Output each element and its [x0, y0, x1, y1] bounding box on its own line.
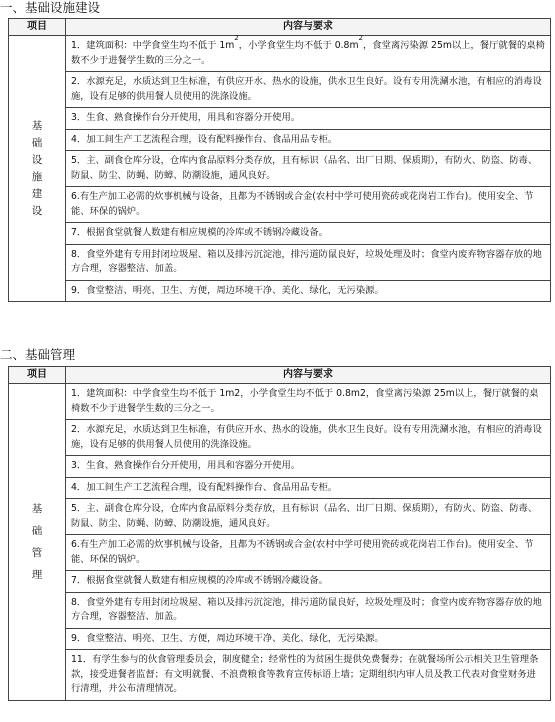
column-header: 项目	[9, 367, 66, 384]
column-header: 内容与要求	[66, 19, 551, 36]
category-label: 基础设施建设	[31, 119, 43, 217]
table-row	[9, 571, 551, 593]
table-row	[9, 456, 551, 478]
category-cell	[9, 36, 66, 302]
requirement-cell: 8．食堂外建有专用封闭垃圾屋、箱以及排污沉淀池，排污道防鼠良好，垃圾处理及时；食堂内废弃物容器存放的地方合理，容器整洁、加盖。	[66, 592, 551, 628]
requirement-cell: 1．建筑面积：中学食堂生均不低于 $1m^2$，小学食堂生均不低于 $0.8m^2$，食堂离污染源 25m以上，餐厅就餐的桌椅数不少于进餐学生数的三分之一。	[66, 36, 551, 72]
requirement-cell: 1．建筑面积：中学食堂生均不低于 1m2，小学食堂生均不低于 0.8m2，食堂离污染源 25m以上，餐厅就餐的桌椅数不少于进餐学生数的三分之一。	[66, 384, 551, 420]
column-header: 项目	[9, 19, 66, 36]
table-row	[9, 72, 551, 108]
table-header-row	[9, 19, 551, 36]
table-row	[9, 187, 551, 223]
requirement-cell: 4．加工间生产工艺流程合理，设有配料操作台、食品用品专柜。	[66, 477, 551, 499]
requirement-cell: 6.有生产加工必需的炊事机械与设备，且都为不锈钢或合金(农村中学可使用瓷砖或花岗岩工作台)。使用安全、节能、环保的锅炉。	[66, 187, 551, 223]
table-row	[9, 499, 551, 535]
table-row	[9, 628, 551, 650]
table-row	[9, 280, 551, 302]
requirement-cell: 3．生食、熟食操作台分开使用，用具和容器分开使用。	[66, 108, 551, 130]
table-row	[9, 129, 551, 151]
category-cell	[9, 384, 66, 701]
requirement-cell: 7．根据食堂就餐人数建有相应规模的冷库或不锈钢冷藏设备。	[66, 223, 551, 245]
table-row	[9, 223, 551, 245]
table-row	[9, 384, 551, 420]
requirement-cell: 9．食堂整洁、明亮、卫生、方便，周边环境干净、美化、绿化，无污染源。	[66, 280, 551, 302]
table-header-row	[9, 367, 551, 384]
table-row	[9, 477, 551, 499]
requirement-cell: 4．加工间生产工艺流程合理，设有配料操作台、食品用品专柜。	[66, 129, 551, 151]
requirements-table	[8, 366, 551, 701]
table-row	[9, 535, 551, 571]
table-row	[9, 592, 551, 628]
category-label: 基础管理	[31, 502, 43, 581]
table-row	[9, 650, 551, 701]
table-row	[9, 420, 551, 456]
column-header: 内容与要求	[66, 367, 551, 384]
requirement-cell: 8．食堂外建有专用封闭垃圾屋、箱以及排污沉淀池，排污道防鼠良好，垃圾处理及时；食堂内废弃物容器存放的地方合理，容器整洁、加盖。	[66, 244, 551, 280]
table-row	[9, 244, 551, 280]
requirement-cell: 7．根据食堂就餐人数建有相应规模的冷库或不锈钢冷藏设备。	[66, 571, 551, 593]
requirements-table	[8, 18, 551, 302]
section-title: 一、基础设施建设	[0, 0, 101, 15]
requirement-cell: 6.有生产加工必需的炊事机械与设备，且都为不锈钢或合金(农村中学可使用瓷砖或花岗岩工作台)。使用安全、节能、环保的锅炉。	[66, 535, 551, 571]
section-title: 二、基础管理	[0, 347, 76, 362]
requirement-cell: 2．水源充足，水质达到卫生标准，有供应开水、热水的设施，供水卫生良好。设有专用洗涮水池，有相应的消毒设施，设有足够的供用餐人员使用的洗涤设施。	[66, 420, 551, 456]
requirement-cell: 2．水源充足，水质达到卫生标准，有供应开水、热水的设施，供水卫生良好。设有专用洗涮水池，有相应的消毒设施，设有足够的供用餐人员使用的洗涤设施。	[66, 72, 551, 108]
requirement-cell: 9．食堂整洁、明亮、卫生、方便，周边环境干净、美化、绿化，无污染源。	[66, 628, 551, 650]
table-row	[9, 36, 551, 72]
requirement-cell: 5．主、副食仓库分设，仓库内食品原料分类存放，且有标识（品名、出厂日期、保质期），有防火、防盗、防毒、防鼠、防尘、防蝇、防蟑、防潮设施，通风良好。	[66, 151, 551, 187]
table-row	[9, 151, 551, 187]
requirement-cell: 5．主、副食仓库分设，仓库内食品原料分类存放，且有标识（品名、出厂日期、保质期），有防火、防盗、防毒、防鼠、防尘、防蝇、防蟑、防潮设施，通风良好。	[66, 499, 551, 535]
requirement-cell: 11．有学生参与的伙食管理委员会，制度健全；经常性的为贫困生提供免费餐券；在就餐场所公示相关卫生管理条款，接受进餐者监督；有文明就餐、不浪费粮食等教育宣传标语上墙；定期组织内审人员及教工代表对食堂财务进行清理，并公布清理情况。	[66, 650, 551, 701]
table-row	[9, 108, 551, 130]
requirement-cell: 3．生食、熟食操作台分开使用，用具和容器分开使用。	[66, 456, 551, 478]
